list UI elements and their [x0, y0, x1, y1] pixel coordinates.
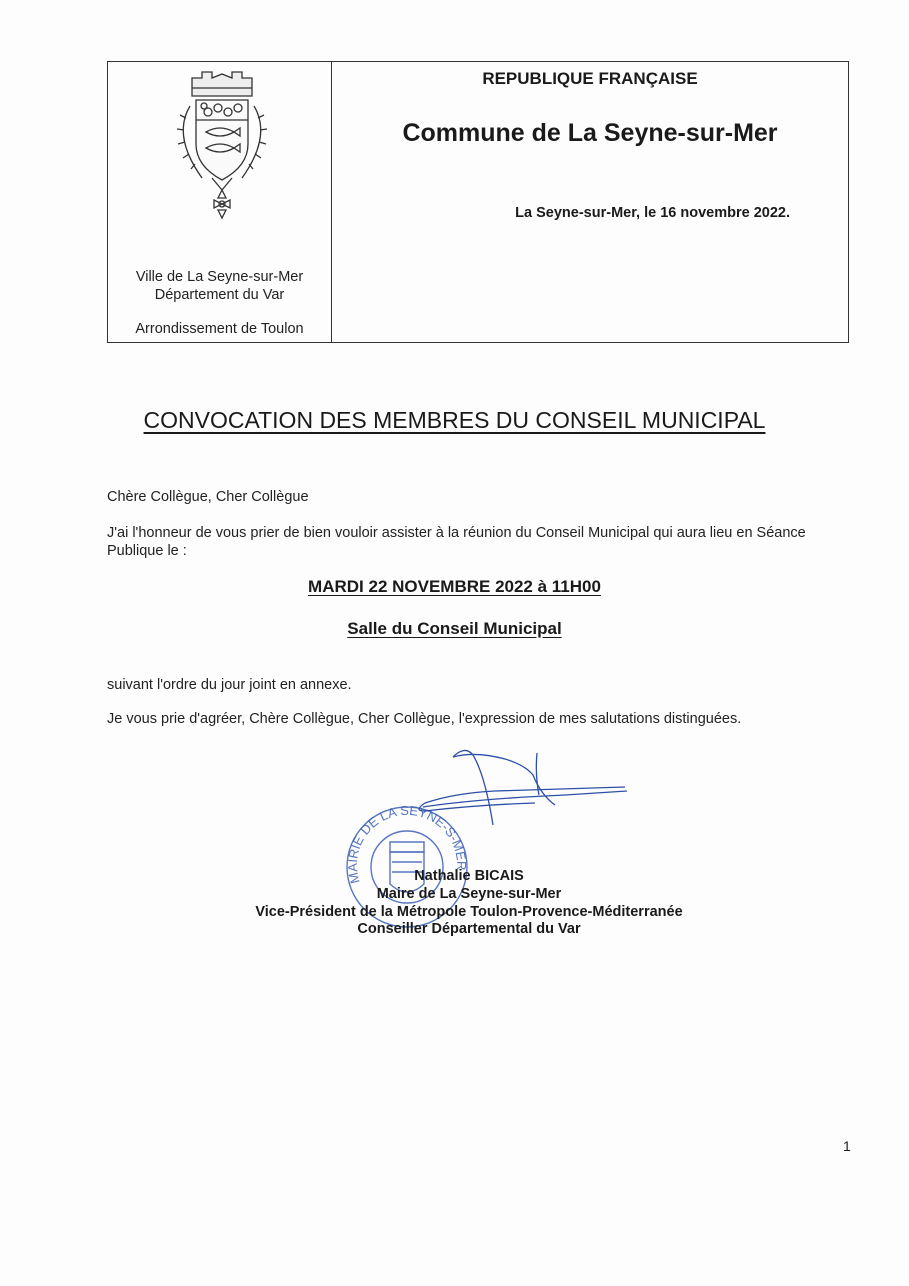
letterhead-left [108, 62, 332, 342]
document-title: CONVOCATION DES MEMBRES DU CONSEIL MUNICIPAL [143, 407, 766, 433]
meeting-date: MARDI 22 NOVEMBRE 2022 à 11H00 [308, 577, 601, 596]
handwritten-signature-icon [415, 745, 635, 835]
signatory-title-departement: Conseiller Départemental du Var [357, 921, 581, 937]
meeting-place: Salle du Conseil Municipal [347, 619, 562, 638]
letterhead-box [107, 61, 849, 343]
republique-heading: REPUBLIQUE FRANÇAISE [482, 69, 698, 88]
city-name: Ville de La Seyne-sur-Mer [135, 269, 304, 285]
coat-of-arms-icon [152, 66, 292, 226]
signatory-name: Nathalie BICAIS [414, 868, 524, 884]
letterhead-right [332, 62, 848, 342]
closing-paragraph: Je vous prie d'agréer, Chère Collègue, Cher Collègue, l'expression de mes salutations distinguées. [107, 711, 742, 727]
department-name: Département du Var [154, 287, 285, 303]
agenda-note: suivant l'ordre du jour joint en annexe. [107, 677, 352, 693]
page-number: 1 [843, 1138, 851, 1154]
salutation: Chère Collègue, Cher Collègue [107, 489, 309, 505]
arrondissement-name: Arrondissement de Toulon [135, 321, 304, 337]
commune-heading: Commune de La Seyne-sur-Mer [402, 119, 778, 147]
intro-paragraph: J'ai l'honneur de vous prier de bien vouloir assister à la réunion du Conseil Municipal qui aura lieu en Séance Publique le : [107, 525, 806, 559]
signatory-title-mayor: Maire de La Seyne-sur-Mer [376, 886, 562, 902]
letter-date: La Seyne-sur-Mer, le 16 novembre 2022. [515, 205, 790, 221]
signatory-title-metropole: Vice-Président de la Métropole Toulon-Provence-Méditerranée [255, 904, 683, 920]
stamp-text: MAIRIE DE LA SEYNE-S-MER [344, 802, 470, 886]
